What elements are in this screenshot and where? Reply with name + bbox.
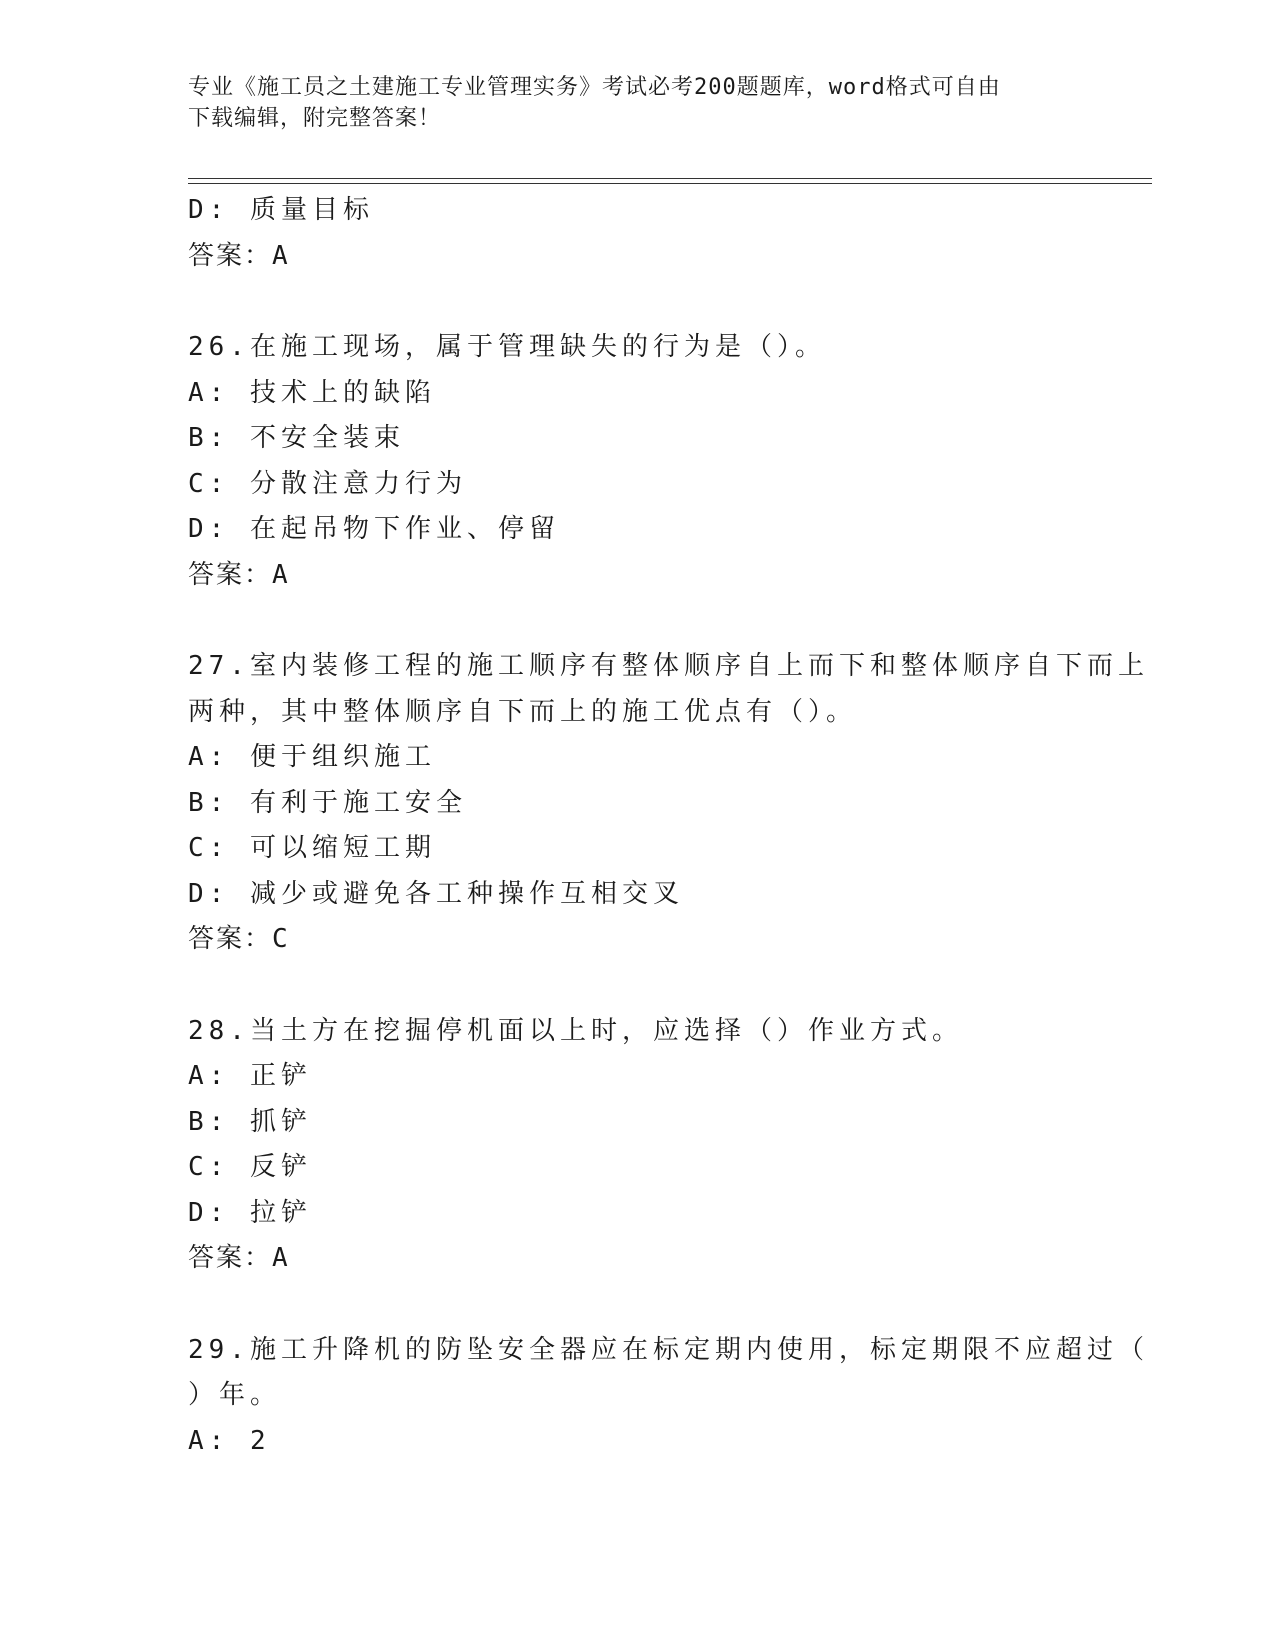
document-header	[188, 72, 1088, 134]
option-a: A: 正铲	[188, 1061, 312, 1091]
question-stem: 28.当土方在挖掘停机面以上时，应选择（）作业方式。	[188, 1015, 963, 1046]
option-d: D: 减少或避免各工种操作互相交叉	[188, 878, 684, 909]
question-stem-line-1: 29.施工升降机的防坠安全器应在标定期内使用，标定期限不应超过（	[188, 1334, 1149, 1365]
option-d: D: 拉铲	[188, 1197, 312, 1228]
question-27	[188, 644, 1149, 963]
question-28	[188, 1009, 1088, 1282]
option-c: C: 可以缩短工期	[188, 833, 436, 863]
header-line-2: 下载编辑，附完整答案！	[188, 106, 442, 131]
header-rule-bottom	[188, 183, 1152, 184]
question-29	[188, 1328, 1149, 1465]
option-d: D: 在起吊物下作业、停留	[188, 514, 560, 544]
answer: 答案：C	[188, 924, 290, 954]
header-line-1: 专业《施工员之土建施工专业管理实务》考试必考200题题库，word格式可自由	[188, 75, 1001, 100]
question-stem-line-2: ）年。	[188, 1380, 282, 1410]
question-stem-line-2: 两种，其中整体顺序自下而上的施工优点有（）。	[188, 696, 858, 727]
question-stem: 26.在施工现场，属于管理缺失的行为是（）。	[188, 332, 826, 362]
answer: 答案：A	[188, 240, 290, 271]
header-rule-top	[188, 178, 1152, 179]
option-d: D: 质量目标	[188, 195, 374, 225]
question-25-tail	[188, 188, 1088, 279]
question-26	[188, 325, 1088, 598]
question-stem-line-1: 27.室内装修工程的施工顺序有整体顺序自上而下和整体顺序自下而上	[188, 651, 1149, 681]
answer: 答案：A	[188, 559, 290, 590]
answer: 答案：A	[188, 1243, 290, 1273]
option-a: A: 2	[188, 1425, 271, 1456]
option-b: B: 不安全装束	[188, 423, 405, 453]
option-b: B: 抓铲	[188, 1106, 312, 1137]
document-body	[188, 188, 1149, 1464]
option-a: A: 便于组织施工	[188, 742, 436, 772]
option-c: C: 分散注意力行为	[188, 468, 467, 499]
option-b: B: 有利于施工安全	[188, 787, 467, 818]
option-c: C: 反铲	[188, 1152, 312, 1182]
option-a: A: 技术上的缺陷	[188, 377, 436, 408]
